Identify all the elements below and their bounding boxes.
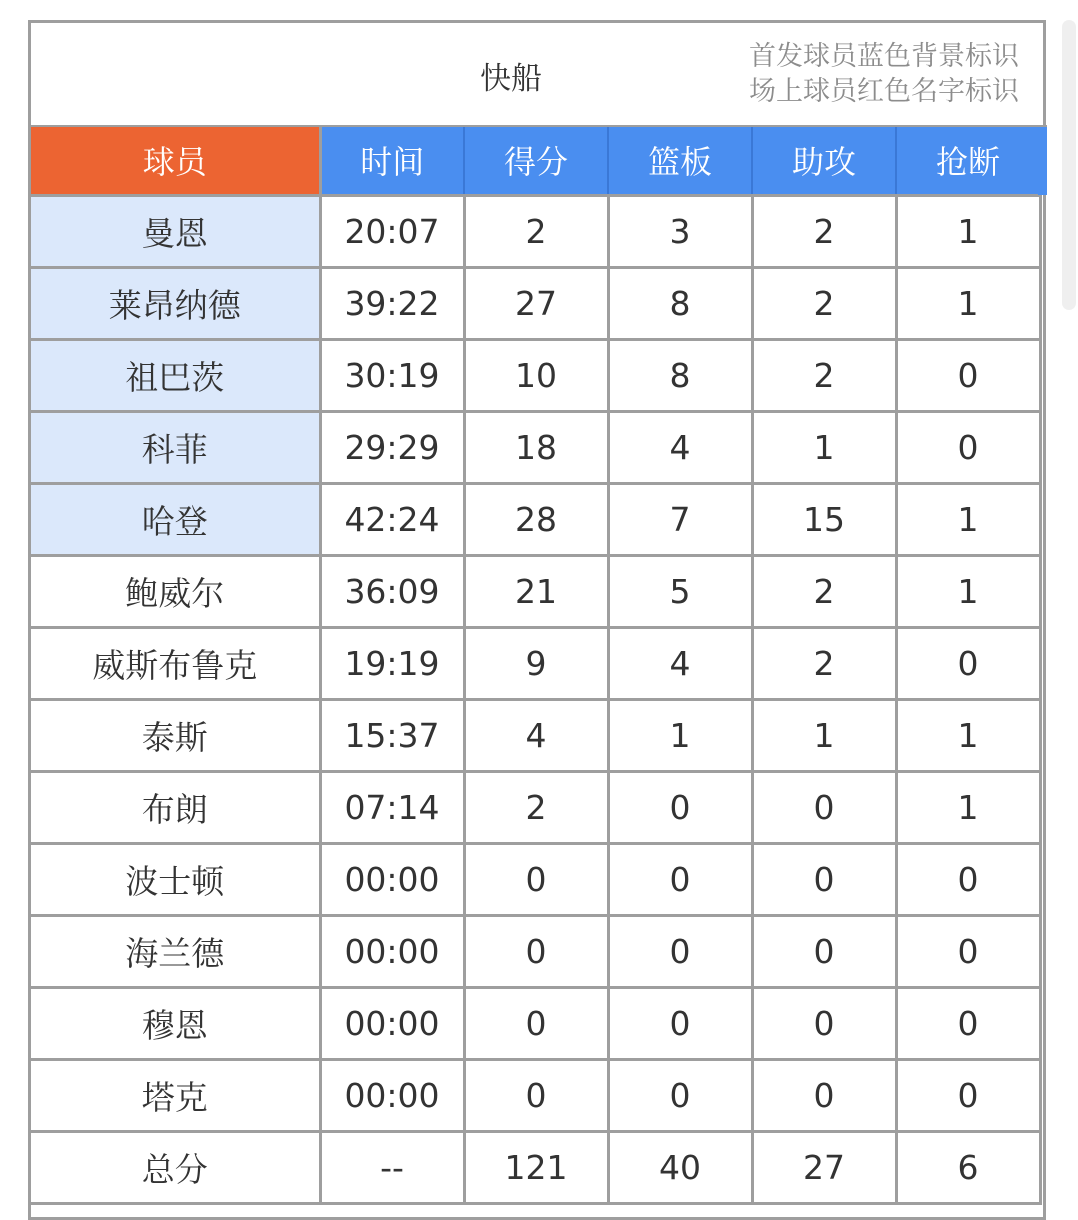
minutes-cell: 00:00 xyxy=(320,987,464,1059)
minutes-cell: 00:00 xyxy=(320,1059,464,1131)
minutes-cell: 15:37 xyxy=(320,699,464,771)
legend-starter-note: 首发球员蓝色背景标识 xyxy=(749,41,1019,72)
scrollbar[interactable] xyxy=(1060,0,1078,1165)
player-name-cell[interactable]: 塔克 xyxy=(31,1059,320,1131)
column-header-rebounds[interactable]: 篮板 xyxy=(608,127,752,195)
points-cell: 0 xyxy=(464,915,608,987)
team-name: 快船 xyxy=(480,61,542,97)
assists-cell: 2 xyxy=(752,267,896,339)
steals-cell: 6 xyxy=(896,1131,1040,1203)
player-name-cell[interactable]: 海兰德 xyxy=(31,915,320,987)
minutes-cell: 30:19 xyxy=(320,339,464,411)
minutes-cell: 20:07 xyxy=(320,195,464,267)
assists-cell: 0 xyxy=(752,915,896,987)
rebounds-cell: 4 xyxy=(608,627,752,699)
points-cell: 9 xyxy=(464,627,608,699)
points-cell: 121 xyxy=(464,1131,608,1203)
player-name-cell[interactable]: 泰斯 xyxy=(31,699,320,771)
rebounds-cell: 0 xyxy=(608,771,752,843)
rebounds-cell: 40 xyxy=(608,1131,752,1203)
table-row xyxy=(31,771,1040,843)
table-row xyxy=(31,627,1040,699)
steals-cell: 0 xyxy=(896,915,1040,987)
points-cell: 2 xyxy=(464,771,608,843)
points-cell: 27 xyxy=(464,267,608,339)
table-row xyxy=(31,699,1040,771)
column-header-assists[interactable]: 助攻 xyxy=(752,127,896,195)
table-row xyxy=(31,987,1040,1059)
scrollbar-thumb[interactable] xyxy=(1062,20,1076,310)
steals-cell: 1 xyxy=(896,267,1040,339)
minutes-cell: 07:14 xyxy=(320,771,464,843)
rebounds-cell: 0 xyxy=(608,1059,752,1131)
rebounds-cell: 3 xyxy=(608,195,752,267)
rebounds-cell: 4 xyxy=(608,411,752,483)
minutes-cell: 00:00 xyxy=(320,843,464,915)
table-row xyxy=(31,339,1040,411)
player-name-cell[interactable]: 鲍威尔 xyxy=(31,555,320,627)
steals-cell: 1 xyxy=(896,699,1040,771)
player-name-cell[interactable]: 曼恩 xyxy=(31,195,320,267)
steals-cell: 0 xyxy=(896,843,1040,915)
table-row xyxy=(31,1059,1040,1131)
table-row xyxy=(31,555,1040,627)
column-header-points[interactable]: 得分 xyxy=(464,127,608,195)
assists-cell: 2 xyxy=(752,339,896,411)
table-row xyxy=(31,411,1040,483)
player-stats-table xyxy=(31,127,1042,1205)
player-name-cell[interactable]: 波士顿 xyxy=(31,843,320,915)
rebounds-cell: 8 xyxy=(608,339,752,411)
assists-cell: 0 xyxy=(752,1059,896,1131)
assists-cell: 2 xyxy=(752,627,896,699)
table-body xyxy=(31,195,1040,1203)
team-header xyxy=(31,23,1047,127)
rebounds-cell: 0 xyxy=(608,843,752,915)
minutes-cell: 42:24 xyxy=(320,483,464,555)
column-header-minutes[interactable]: 时间 xyxy=(320,127,464,195)
rebounds-cell: 1 xyxy=(608,699,752,771)
steals-cell: 0 xyxy=(896,411,1040,483)
player-name-cell[interactable]: 祖巴茨 xyxy=(31,339,320,411)
rebounds-cell: 0 xyxy=(608,987,752,1059)
assists-cell: 0 xyxy=(752,771,896,843)
minutes-cell: 00:00 xyxy=(320,915,464,987)
player-name-cell[interactable]: 哈登 xyxy=(31,483,320,555)
player-name-cell[interactable]: 莱昂纳德 xyxy=(31,267,320,339)
steals-cell: 0 xyxy=(896,1059,1040,1131)
steals-cell: 0 xyxy=(896,987,1040,1059)
legend xyxy=(749,39,1019,109)
steals-cell: 1 xyxy=(896,555,1040,627)
steals-cell: 1 xyxy=(896,483,1040,555)
points-cell: 4 xyxy=(464,699,608,771)
assists-cell: 27 xyxy=(752,1131,896,1203)
header-overflow-edge xyxy=(1038,127,1047,195)
points-cell: 28 xyxy=(464,483,608,555)
player-name-cell[interactable]: 布朗 xyxy=(31,771,320,843)
boxscore-panel xyxy=(28,20,1046,1220)
assists-cell: 1 xyxy=(752,699,896,771)
player-name-cell[interactable]: 穆恩 xyxy=(31,987,320,1059)
assists-cell: 2 xyxy=(752,555,896,627)
steals-cell: 1 xyxy=(896,195,1040,267)
assists-cell: 1 xyxy=(752,411,896,483)
assists-cell: 0 xyxy=(752,987,896,1059)
assists-cell: 0 xyxy=(752,843,896,915)
player-name-cell[interactable]: 科菲 xyxy=(31,411,320,483)
rebounds-cell: 8 xyxy=(608,267,752,339)
table-row xyxy=(31,843,1040,915)
points-cell: 21 xyxy=(464,555,608,627)
assists-cell: 2 xyxy=(752,195,896,267)
minutes-cell: 29:29 xyxy=(320,411,464,483)
table-row xyxy=(31,267,1040,339)
points-cell: 0 xyxy=(464,1059,608,1131)
points-cell: 18 xyxy=(464,411,608,483)
minutes-cell: 39:22 xyxy=(320,267,464,339)
legend-oncourt-note: 场上球员红色名字标识 xyxy=(749,76,1019,107)
rebounds-cell: 0 xyxy=(608,915,752,987)
steals-cell: 0 xyxy=(896,339,1040,411)
minutes-cell: 19:19 xyxy=(320,627,464,699)
totals-row xyxy=(31,1131,1040,1203)
column-header-player[interactable]: 球员 xyxy=(31,127,320,195)
points-cell: 10 xyxy=(464,339,608,411)
rebounds-cell: 7 xyxy=(608,483,752,555)
table-row xyxy=(31,915,1040,987)
table-header-row xyxy=(31,127,1040,195)
assists-cell: 15 xyxy=(752,483,896,555)
steals-cell: 0 xyxy=(896,627,1040,699)
table-row xyxy=(31,195,1040,267)
totals-label-cell: 总分 xyxy=(31,1131,320,1203)
points-cell: 2 xyxy=(464,195,608,267)
steals-cell: 1 xyxy=(896,771,1040,843)
table-row xyxy=(31,483,1040,555)
points-cell: 0 xyxy=(464,987,608,1059)
player-name-cell[interactable]: 威斯布鲁克 xyxy=(31,627,320,699)
points-cell: 0 xyxy=(464,843,608,915)
minutes-cell: -- xyxy=(320,1131,464,1203)
minutes-cell: 36:09 xyxy=(320,555,464,627)
column-header-steals[interactable]: 抢断 xyxy=(896,127,1040,195)
rebounds-cell: 5 xyxy=(608,555,752,627)
